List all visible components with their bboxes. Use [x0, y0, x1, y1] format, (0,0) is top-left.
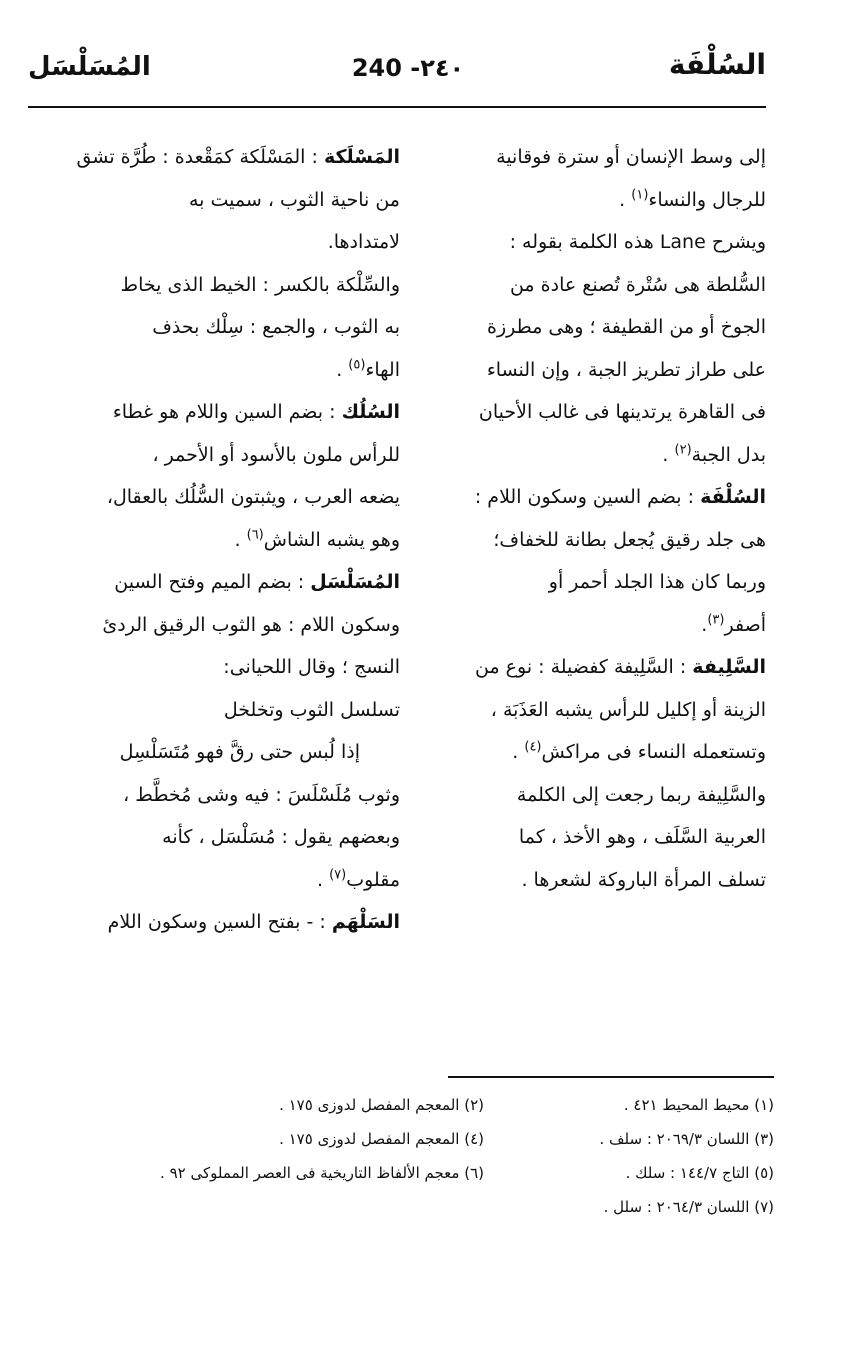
- text-line: وبعضهم يقول : مُسَلْسَل ، كأنه: [162, 826, 400, 848]
- text-line: للرجال والنساء$^{(١)}$ .: [619, 187, 766, 211]
- text-line: هى جلد رقيق يُجعل بطانة للخفاف؛: [493, 528, 766, 551]
- entry-maslaka: المَسْلَكة : المَسْلَكة كمَقْعدة : طُرَّة تشق: [76, 146, 400, 168]
- entry-salifa: السَّلِيفة : السَّلِيفة كفضيلة : نوع من: [474, 656, 766, 678]
- header-left-title: المُسَلْسَل: [28, 52, 151, 82]
- footnote-row: [30, 1164, 774, 1194]
- footnote-5: (٥) التاج ١٤٤/٧ : سلك .: [625, 1164, 774, 1182]
- footnote-ref: (٧): [329, 867, 347, 883]
- footnote-ref: (٢): [674, 442, 692, 458]
- text-line: تسلف المرأة الباروكة لشعرها .: [521, 868, 766, 891]
- text-line: السُّلطة هى سُتْرة تُصنع عادة من: [509, 273, 766, 296]
- entry-term: السَلْهَم: [331, 911, 400, 933]
- page-number: 240 -٢٤٠: [351, 54, 465, 82]
- header-right-title: السُلْفَة: [668, 48, 766, 81]
- text-line: فى القاهرة يرتدينها فى غالب الأحيان: [478, 401, 766, 423]
- footnote-2: (٢) المعجم المفصل لدوزى ١٧٥ .: [279, 1096, 484, 1114]
- footnote-row: [30, 1130, 774, 1160]
- text-line: ويشرح Lane هذه الكلمة بقوله :: [509, 231, 766, 253]
- right-column: [430, 136, 766, 901]
- text-line: به الثوب ، والجمع : سِلْك بحذف: [152, 316, 400, 338]
- footnote-6: (٦) معجم الألفاظ التاريخية فى العصر المملوكى ٩٢ .: [160, 1164, 484, 1182]
- footnote-4: (٤) المعجم المفصل لدوزى ١٧٥ .: [279, 1130, 484, 1148]
- text-line: وتستعمله النساء فى مراكش$^{(٤)}$ .: [512, 739, 766, 763]
- footnote-row: [30, 1096, 774, 1126]
- text-line: وربما كان هذا الجلد أحمر أو: [548, 571, 766, 593]
- text-line: والسَّلِيفة ربما رجعت إلى الكلمة: [516, 783, 766, 806]
- entry-term: المُسَلْسَل: [310, 571, 400, 593]
- entry-term: السُلُك: [341, 401, 400, 423]
- text-line: للرأس ملون بالأسود أو الأحمر ،: [152, 443, 400, 466]
- text-line: من ناحية الثوب ، سميت به: [189, 188, 400, 211]
- footnote-ref: (١): [631, 187, 649, 203]
- text-line: الهاء$^{(٥)}$ .: [336, 357, 400, 381]
- footnote-ref: (٣): [707, 612, 725, 628]
- footnote-rule: [448, 1076, 774, 1078]
- text-line: وثوب مُلَسْلَسَ : فيه وشى مُخطَّط ،: [123, 783, 400, 806]
- left-column: [30, 136, 400, 944]
- footnote-3: (٣) اللسان ٢٠٦٩/٣ : سلف .: [599, 1130, 774, 1148]
- entry-term: السُلْفَة: [700, 486, 766, 508]
- page-header: [28, 48, 766, 100]
- text-line: إلى وسط الإنسان أو سترة فوقانية: [496, 146, 766, 168]
- text-line: الجوخ أو من القطيفة ؛ وهى مطرزة: [487, 316, 766, 338]
- entry-term: المَسْلَكة: [323, 146, 400, 168]
- text-line: وسكون اللام : هو الثوب الرقيق الردئ: [102, 613, 400, 636]
- text-line: النسج ؛ وقال اللحيانى:: [223, 656, 400, 678]
- header-rule: [28, 106, 766, 108]
- text-line: الزينة أو إكليل للرأس يشبه العَذَبَة ،: [490, 698, 766, 721]
- footnote-ref: (٥): [348, 357, 366, 373]
- text-line: أصفر$^{(٣)}$.: [701, 612, 766, 636]
- text-line: مقلوب$^{(٧)}$ .: [316, 867, 400, 891]
- text-line: لامتدادها.: [327, 231, 400, 253]
- entry-sulk: السُلُك : بضم السين واللام هو غطاء: [112, 401, 400, 423]
- entry-sulfa: السُلْفَة : بضم السين وسكون اللام :: [474, 486, 766, 508]
- verse-line: تسلسل الثوب وتخلخل: [223, 698, 400, 721]
- text-line: وهو يشبه الشاش$^{(٦)}$ .: [234, 527, 400, 551]
- entry-musalsal: المُسَلْسَل : بضم الميم وفتح السين: [114, 571, 400, 593]
- footnote-row: [30, 1198, 774, 1228]
- text-line: والسِّلْكة بالكسر : الخيط الذى يخاط: [120, 273, 400, 296]
- footnote-ref: (٦): [246, 527, 264, 543]
- footnotes: [30, 1096, 774, 1236]
- text-line: بدل الجبة$^{(٢)}$ .: [662, 442, 766, 466]
- footnote-7: (٧) اللسان ٢٠٦٤/٣ : سلل .: [603, 1198, 774, 1216]
- footnote-1: (١) محيط المحيط ٤٢١ .: [623, 1096, 774, 1114]
- text-line: العربية السَّلَف ، وهو الأخذ ، كما: [518, 826, 766, 848]
- text-line: على طراز تطريز الجبة ، وإن النساء: [486, 358, 766, 381]
- entry-salham: السَلْهَم : - بفتح السين وسكون اللام: [107, 911, 400, 933]
- text-line: يضعه العرب ، ويثبتون السُّلُك بالعقال،: [106, 486, 400, 508]
- verse-line: إذا لُبس حتى رقَّ فهو مُتَسَلْسِل: [119, 741, 360, 763]
- entry-term: السَّلِيفة: [692, 656, 766, 678]
- footnote-ref: (٤): [524, 739, 542, 755]
